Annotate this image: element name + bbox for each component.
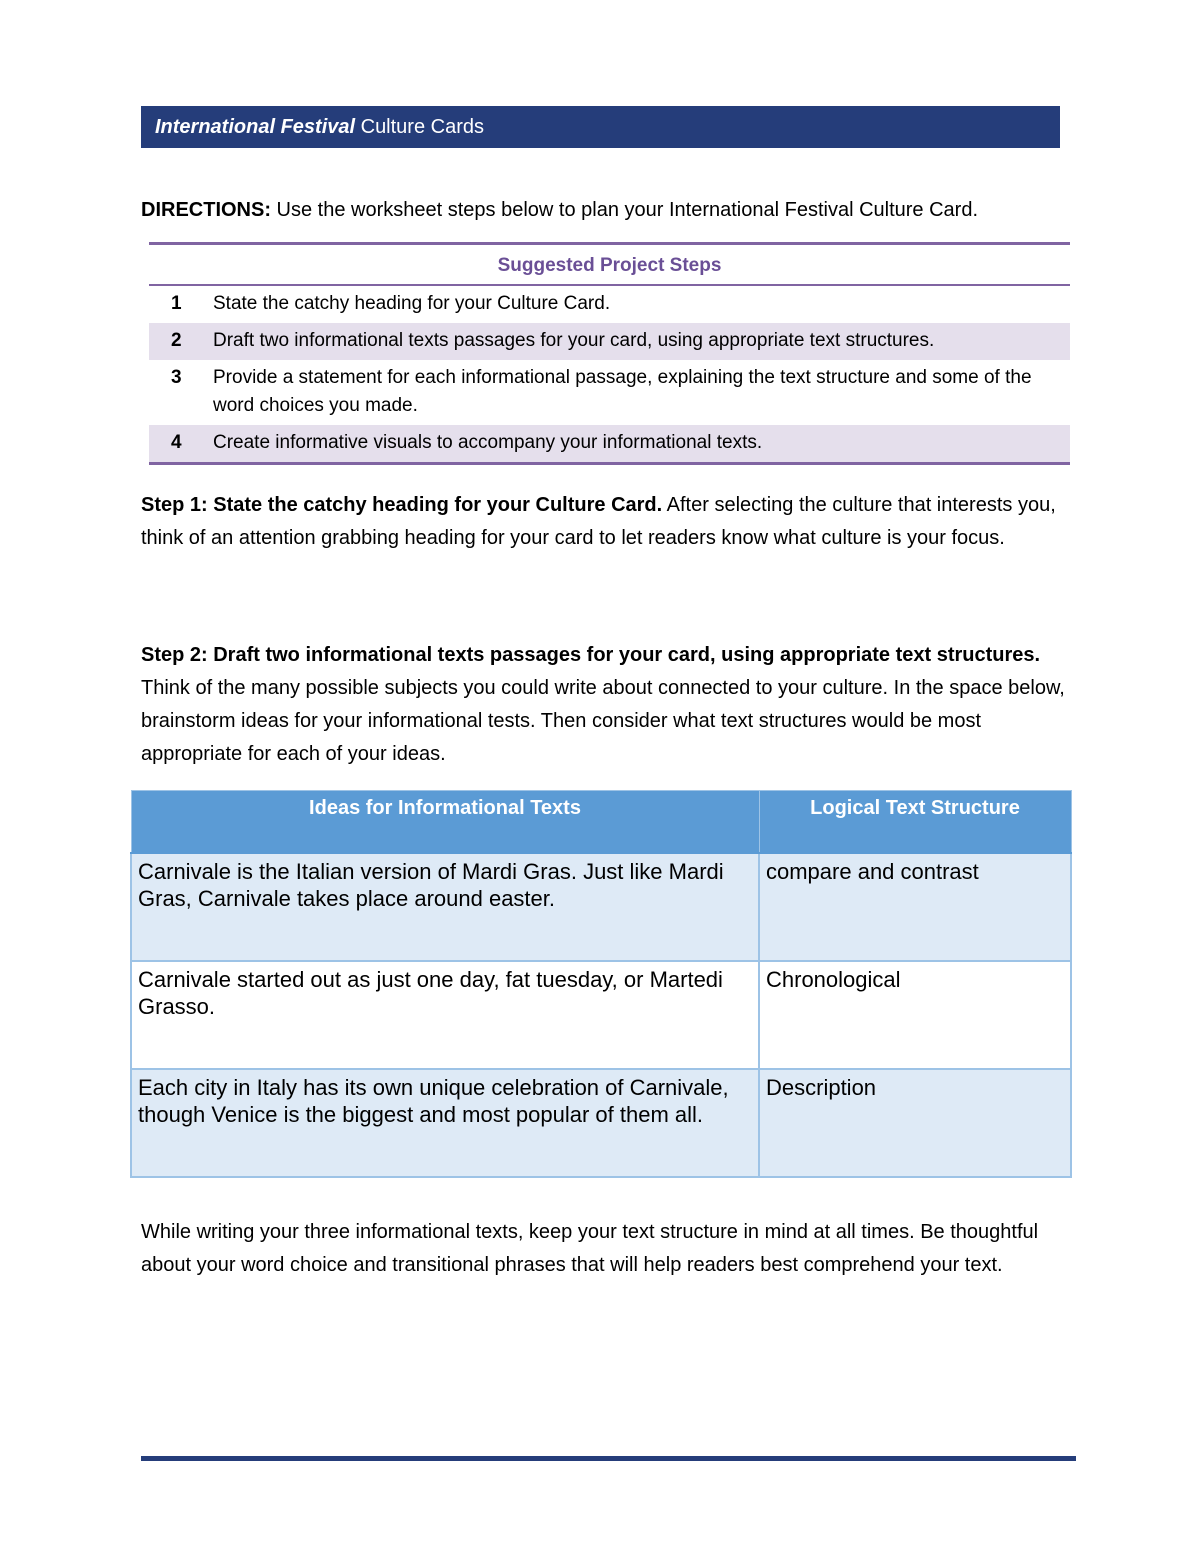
structure-cell[interactable]: compare and contrast (759, 853, 1071, 961)
banner-title-rest: Culture Cards (355, 116, 484, 138)
ideas-header: Ideas for Informational Texts (131, 791, 759, 854)
steps-table (149, 242, 1070, 465)
step1-paragraph (141, 489, 1071, 555)
step-text: Draft two informational texts passages for your card, using appropriate text structures. (213, 330, 935, 351)
structure-cell[interactable]: Description (759, 1069, 1071, 1177)
step-number: 1 (171, 293, 182, 314)
idea-cell[interactable]: Each city in Italy has its own unique celebration of Carnivale, though Venice is the biggest and most popular of them all. (131, 1069, 759, 1177)
step1-heading: Step 1: State the catchy heading for your Culture Card. (141, 494, 663, 516)
step-row (149, 286, 1070, 323)
table-row (131, 1069, 1071, 1177)
step2-text: Think of the many possible subjects you could write about connected to your culture. In the space below, brainstorm ideas for your informational tests. Then consider what text structures would be most appropriate for each of your ideas. (141, 677, 1065, 765)
step-number: 4 (171, 432, 182, 453)
header-banner (141, 106, 1060, 148)
directions (141, 196, 1081, 224)
closing-paragraph: While writing your three informational texts, keep your text structure in mind at all times. Be thoughtful about your word choice and transitional phrases that will help readers best comprehend your text. (141, 1221, 1039, 1276)
step-number: 2 (171, 330, 182, 351)
ideas-table (130, 790, 1072, 1178)
idea-cell[interactable]: Carnivale started out as just one day, fat tuesday, or Martedi Grasso. (131, 961, 759, 1069)
step-row (149, 425, 1070, 462)
ideas-table-header-row (131, 791, 1071, 854)
step-text: Provide a statement for each informational passage, explaining the text structure and some of the word choices you made. (213, 367, 1032, 416)
step-text: State the catchy heading for your Culture Card. (213, 293, 611, 314)
directions-label: DIRECTIONS: (141, 199, 271, 221)
step1-text: After selecting the culture that interests you, think of an attention grabbing heading for your card to let readers know what culture is your focus. (141, 494, 1056, 549)
step2-heading: Step 2: Draft two informational texts passages for your card, using appropriate text structures. (141, 644, 1041, 666)
step2-paragraph (141, 639, 1071, 771)
step-row (149, 323, 1070, 360)
banner-title-italic: International Festival (155, 116, 356, 138)
idea-cell[interactable]: Carnivale is the Italian version of Mardi Gras. Just like Mardi Gras, Carnivale takes place around easter. (131, 853, 759, 961)
footer-divider (141, 1456, 1076, 1461)
step-number: 3 (171, 367, 182, 388)
structure-cell[interactable]: Chronological (759, 961, 1071, 1069)
table-row (131, 853, 1071, 961)
structure-header: Logical Text Structure (759, 791, 1071, 854)
step-text: Create informative visuals to accompany your informational texts. (213, 432, 763, 453)
table-row (131, 961, 1071, 1069)
directions-text: Use the worksheet steps below to plan your International Festival Culture Card. (271, 199, 979, 221)
steps-table-heading: Suggested Project Steps (149, 245, 1070, 286)
step-row (149, 360, 1070, 425)
